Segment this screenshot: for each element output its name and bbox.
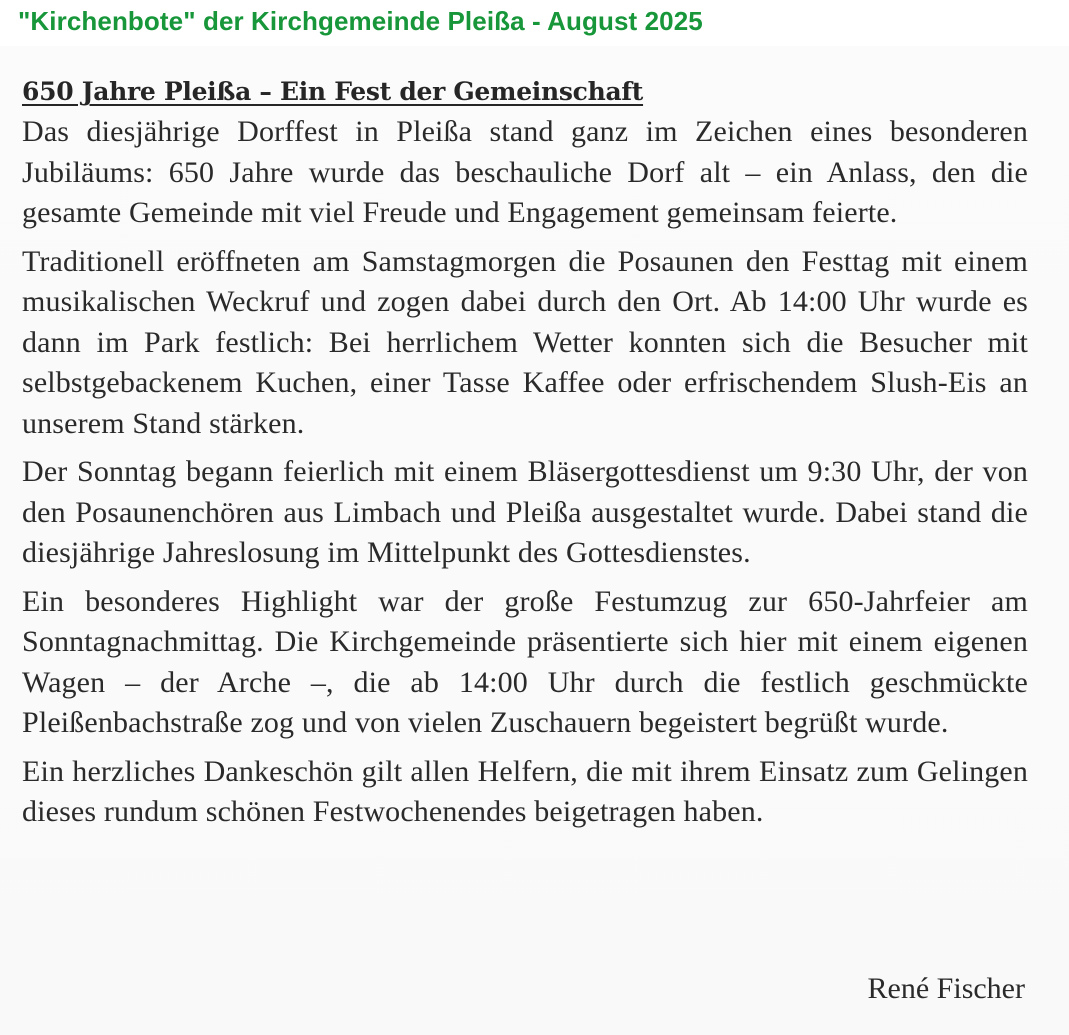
paragraph-thanks: Ein herzliches Dankeschön gilt allen Helfern, die mit ihrem Einsatz zum Gelingen dieses rundum schönen Festwochenendes beigetragen haben. xyxy=(22,754,1028,828)
paragraph-parade: Ein besonderes Highlight war der große Festumzug zur 650-Jahrfeier am Sonntagnachmittag. Die Kirchgemeinde präsentierte sich hier mit einem eigenen Wagen – der Arche –, die ab 14:00 Uhr durch die festlich geschmückte Pleißenbachstraße zog und von vielen Zuschauern begeistert begrüßt wurde. xyxy=(22,584,1028,739)
paragraph-sunday-service: Der Sonntag begann feierlich mit einem Bläsergottesdienst um 9:30 Uhr, der von den Posaunenchören aus Limbach und Pleißa ausgestaltet wurde. Dabei stand die diesjährige Jahreslosung im Mittelpunkt des Gottesdienstes. xyxy=(22,455,1028,569)
author-signature: René Fischer xyxy=(867,972,1025,1005)
paragraph-saturday: Traditionell eröffneten am Samstagmorgen die Posaunen den Festtag mit einem musikalischen Weckruf und zogen dabei durch den Ort. Ab 14:00 Uhr wurde es dann im Park festlich: Bei herrlichem Wetter konnten sich die Besucher mit selbstgebackenem Kuchen, einer Tasse Kaffee oder erfrischendem Slush-Eis an unserem Stand stärken. xyxy=(22,244,1028,440)
paragraph-intro: Das diesjährige Dorffest in Pleißa stand ganz im Zeichen eines besonderen Jubiläums: 650 Jahre wurde das beschauliche Dorf alt – ein Anlass, den die gesamte Gemeinde mit viel Freude und Engagement gemeinsam feierte. xyxy=(22,115,1028,229)
article xyxy=(22,72,1028,841)
article-title: 650 Jahre Pleißa – Ein Fest der Gemeinschaft xyxy=(22,77,644,106)
newsletter-header: "Kirchenbote" der Kirchgemeinde Pleißa - August 2025 xyxy=(18,6,703,36)
